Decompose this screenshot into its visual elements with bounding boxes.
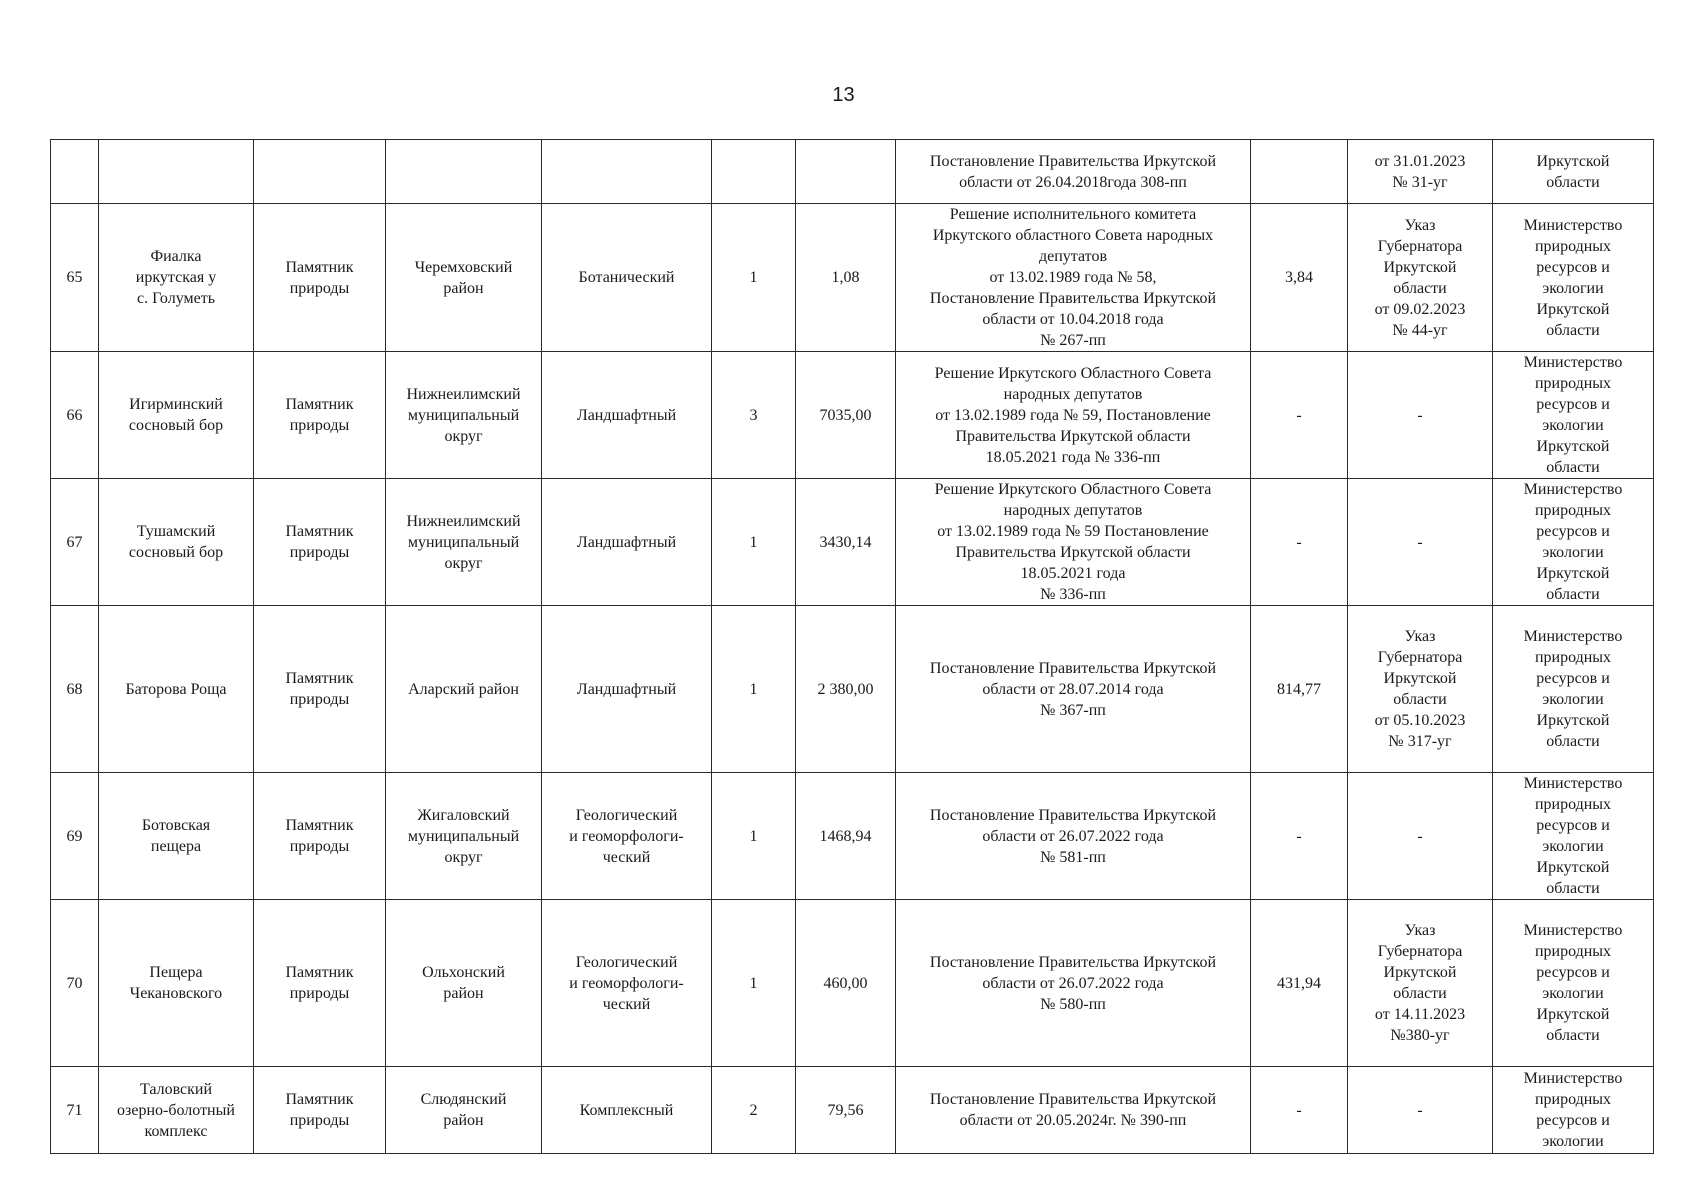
buffer-document-cell: Указ Губернатора Иркутской области от 14.11.2023 №380-уг xyxy=(1348,900,1493,1067)
location-cell: Слюдянский район xyxy=(386,1067,542,1154)
managing-body-cell: Министерство природных ресурсов и экологии xyxy=(1493,1067,1654,1154)
area-cell: 1,08 xyxy=(796,204,896,352)
table-row xyxy=(51,479,1654,606)
managing-body-cell: Министерство природных ресурсов и экологии Иркутской области xyxy=(1493,606,1654,773)
location-cell xyxy=(386,140,542,204)
name-cell: Фиалка иркутская у с. Голуметь xyxy=(99,204,254,352)
location-cell: Нижнеилимский муниципальный округ xyxy=(386,479,542,606)
managing-body-cell: Министерство природных ресурсов и экологии Иркутской области xyxy=(1493,900,1654,1067)
significance-cell: 3 xyxy=(712,352,796,479)
significance-cell: 1 xyxy=(712,900,796,1067)
location-cell: Аларский район xyxy=(386,606,542,773)
row-number-cell: 70 xyxy=(51,900,99,1067)
buffer-area-cell: - xyxy=(1251,352,1348,479)
buffer-document-cell: Указ Губернатора Иркутской области от 09.02.2023 № 44-уг xyxy=(1348,204,1493,352)
buffer-document-cell: - xyxy=(1348,479,1493,606)
row-number-cell: 68 xyxy=(51,606,99,773)
buffer-area-cell: - xyxy=(1251,773,1348,900)
managing-body-cell: Министерство природных ресурсов и экологии Иркутской области xyxy=(1493,479,1654,606)
location-cell: Ольхонский район xyxy=(386,900,542,1067)
table-row xyxy=(51,1067,1654,1154)
managing-body-cell: Министерство природных ресурсов и экологии Иркутской области xyxy=(1493,773,1654,900)
location-cell: Жигаловский муниципальный округ xyxy=(386,773,542,900)
table-row xyxy=(51,606,1654,773)
area-cell: 2 380,00 xyxy=(796,606,896,773)
founding-document-cell: Решение Иркутского Областного Совета народных депутатов от 13.02.1989 года № 59, Постановление Правительства Иркутской области 18.05.2021 года № 336-пп xyxy=(896,352,1251,479)
significance-cell: 1 xyxy=(712,204,796,352)
category-cell: Памятник природы xyxy=(254,900,386,1067)
category-cell: Памятник природы xyxy=(254,352,386,479)
buffer-area-cell xyxy=(1251,140,1348,204)
profile-cell: Комплексный xyxy=(542,1067,712,1154)
protected-areas-table xyxy=(50,139,1654,1154)
buffer-document-cell: - xyxy=(1348,1067,1493,1154)
location-cell: Нижнеилимский муниципальный округ xyxy=(386,352,542,479)
category-cell: Памятник природы xyxy=(254,479,386,606)
founding-document-cell: Постановление Правительства Иркутской области от 20.05.2024г. № 390-пп xyxy=(896,1067,1251,1154)
profile-cell: Ландшафтный xyxy=(542,479,712,606)
category-cell: Памятник природы xyxy=(254,1067,386,1154)
significance-cell: 1 xyxy=(712,773,796,900)
row-number-cell: 65 xyxy=(51,204,99,352)
row-number-cell: 67 xyxy=(51,479,99,606)
area-cell: 3430,14 xyxy=(796,479,896,606)
name-cell: Баторова Роща xyxy=(99,606,254,773)
managing-body-cell: Министерство природных ресурсов и экологии Иркутской области xyxy=(1493,352,1654,479)
category-cell: Памятник природы xyxy=(254,773,386,900)
significance-cell: 1 xyxy=(712,479,796,606)
buffer-area-cell: 431,94 xyxy=(1251,900,1348,1067)
page-number: 13 xyxy=(832,84,855,106)
buffer-document-cell: Указ Губернатора Иркутской области от 05.10.2023 № 317-уг xyxy=(1348,606,1493,773)
managing-body-cell: Министерство природных ресурсов и экологии Иркутской области xyxy=(1493,204,1654,352)
location-cell: Черемховский район xyxy=(386,204,542,352)
profile-cell: Геологический и геоморфологи- ческий xyxy=(542,773,712,900)
significance-cell: 2 xyxy=(712,1067,796,1154)
table-row xyxy=(51,773,1654,900)
founding-document-cell: Постановление Правительства Иркутской области от 26.04.2018года 308-пп xyxy=(896,140,1251,204)
buffer-area-cell: - xyxy=(1251,1067,1348,1154)
area-cell xyxy=(796,140,896,204)
area-cell: 79,56 xyxy=(796,1067,896,1154)
row-number-cell: 69 xyxy=(51,773,99,900)
managing-body-cell: Иркутской области xyxy=(1493,140,1654,204)
significance-cell xyxy=(712,140,796,204)
profile-cell: Ботанический xyxy=(542,204,712,352)
name-cell: Игирминский сосновый бор xyxy=(99,352,254,479)
buffer-document-cell: от 31.01.2023 № 31-уг xyxy=(1348,140,1493,204)
area-cell: 460,00 xyxy=(796,900,896,1067)
row-number-cell: 71 xyxy=(51,1067,99,1154)
profile-cell: Геологический и геоморфологи- ческий xyxy=(542,900,712,1067)
category-cell: Памятник природы xyxy=(254,204,386,352)
row-number-cell xyxy=(51,140,99,204)
profile-cell: Ландшафтный xyxy=(542,352,712,479)
table-row xyxy=(51,352,1654,479)
profile-cell: Ландшафтный xyxy=(542,606,712,773)
name-cell: Ботовская пещера xyxy=(99,773,254,900)
area-cell: 1468,94 xyxy=(796,773,896,900)
table-row xyxy=(51,900,1654,1067)
founding-document-cell: Постановление Правительства Иркутской области от 26.07.2022 года № 580-пп xyxy=(896,900,1251,1067)
buffer-area-cell: 3,84 xyxy=(1251,204,1348,352)
category-cell: Памятник природы xyxy=(254,606,386,773)
category-cell xyxy=(254,140,386,204)
name-cell: Пещера Чекановского xyxy=(99,900,254,1067)
name-cell: Тушамский сосновый бор xyxy=(99,479,254,606)
founding-document-cell: Постановление Правительства Иркутской области от 26.07.2022 года № 581-пп xyxy=(896,773,1251,900)
profile-cell xyxy=(542,140,712,204)
founding-document-cell: Решение Иркутского Областного Совета народных депутатов от 13.02.1989 года № 59 Постановление Правительства Иркутской области 18.05.2021 года № 336-пп xyxy=(896,479,1251,606)
area-cell: 7035,00 xyxy=(796,352,896,479)
significance-cell: 1 xyxy=(712,606,796,773)
row-number-cell: 66 xyxy=(51,352,99,479)
name-cell: Таловский озерно-болотный комплекс xyxy=(99,1067,254,1154)
buffer-area-cell: - xyxy=(1251,479,1348,606)
name-cell xyxy=(99,140,254,204)
buffer-document-cell: - xyxy=(1348,352,1493,479)
founding-document-cell: Постановление Правительства Иркутской области от 28.07.2014 года № 367-пп xyxy=(896,606,1251,773)
table-row xyxy=(51,204,1654,352)
buffer-document-cell: - xyxy=(1348,773,1493,900)
founding-document-cell: Решение исполнительного комитета Иркутского областного Совета народных депутатов от 13.02.1989 года № 58, Постановление Правительства Иркутской области от 10.04.2018 года № 267-пп xyxy=(896,204,1251,352)
table-row xyxy=(51,140,1654,204)
buffer-area-cell: 814,77 xyxy=(1251,606,1348,773)
